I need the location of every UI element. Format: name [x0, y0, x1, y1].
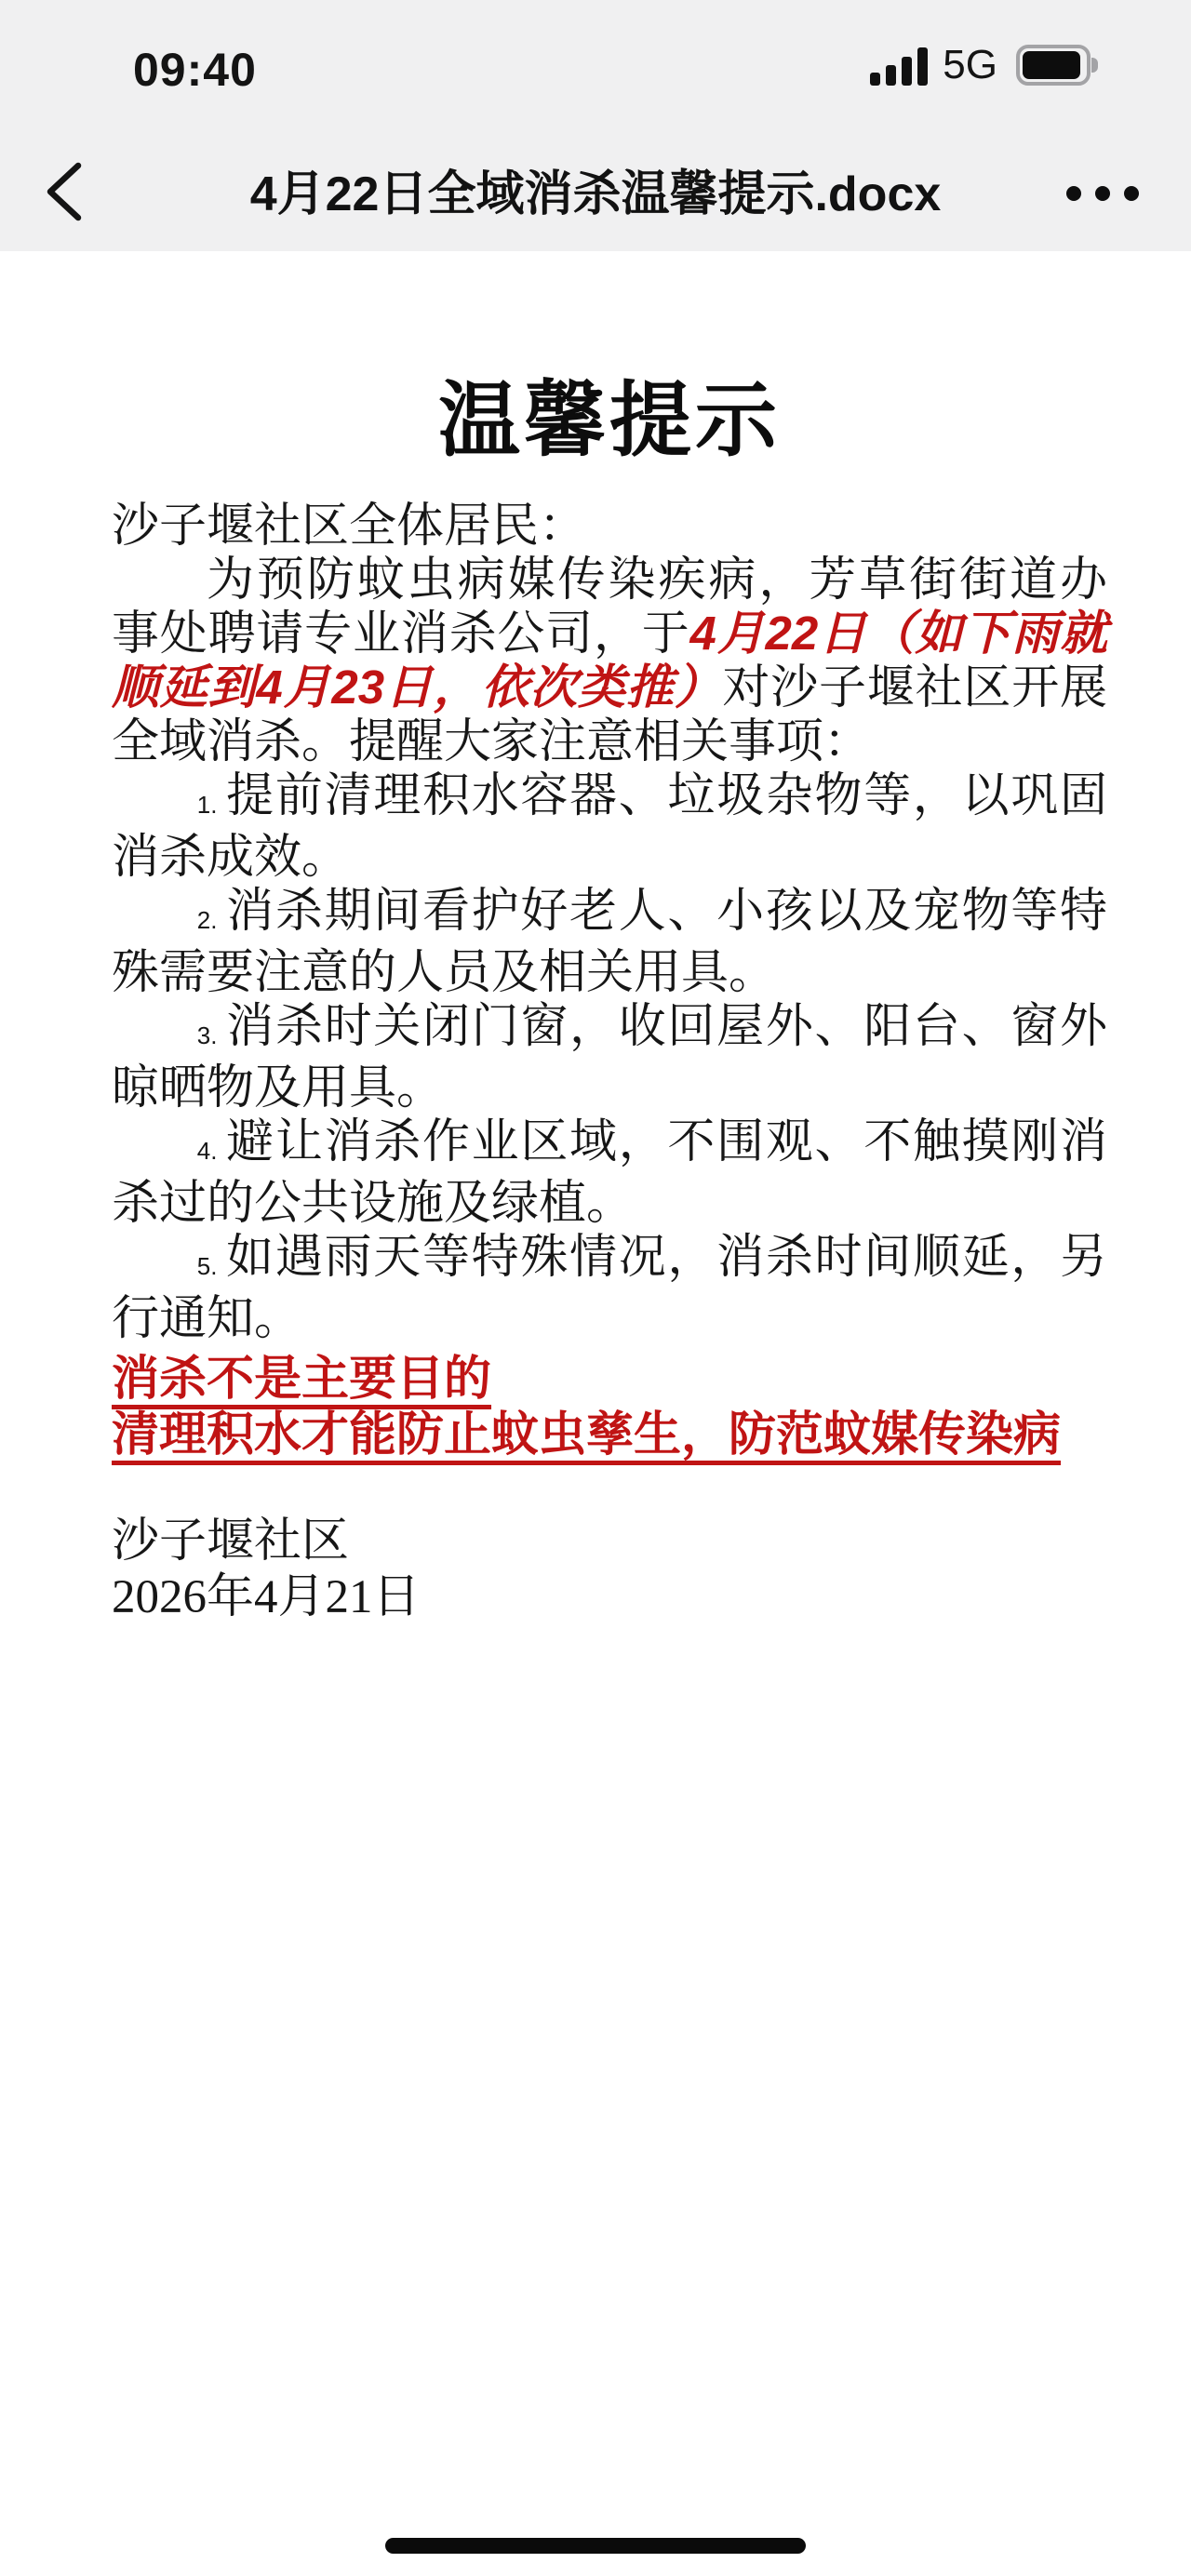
list-item-1-number: 1. [196, 791, 218, 819]
list-item-5-text: 如遇雨天等特殊情况，消杀时间顺延，另行通知。 [112, 1230, 1107, 1344]
status-time: 09:40 [133, 44, 257, 96]
salutation: 沙子堰社区全体居民： [112, 499, 587, 552]
chevron-left-icon [45, 161, 84, 227]
list-item-4 [112, 1114, 1107, 1230]
intro-date-highlight: 4月22日（如下雨就顺延到4月23日，依次类推） [112, 607, 1107, 714]
list-item-1-text: 提前清理积水容器、垃圾杂物等，以巩固消杀成效。 [112, 768, 1107, 883]
list-item-1 [112, 768, 1107, 884]
list-item-2-number: 2. [196, 906, 218, 934]
notice-title: 温馨提示 [437, 374, 781, 466]
list-item-2-text: 消杀期间看护好老人、小孩以及宠物等特殊需要注意的人员及相关用具。 [112, 884, 1107, 998]
intro-pre: 为预防蚊虫病媒传染疾病，芳草街街道办事处聘请专业消杀公司，于 [112, 553, 1107, 660]
document-preview [0, 251, 1191, 1626]
list-item-3-text: 消杀时关闭门窗，收回屋外、阳台、窗外晾晒物及用具。 [112, 999, 1107, 1114]
slogan-block [112, 1351, 1107, 1462]
list-item-3-number: 3. [196, 1021, 218, 1049]
top-chrome [0, 0, 1191, 251]
back-button[interactable] [32, 156, 97, 231]
home-indicator[interactable] [385, 2538, 806, 2554]
cellular-signal-icon [870, 45, 928, 86]
list-item-2 [112, 884, 1107, 999]
slogan-line-1: 消杀不是主要目的 [112, 1352, 492, 1405]
nav-bar [0, 130, 1191, 251]
slogan-line-2: 清理积水才能防止蚊虫孳生，防范蚊媒传染病 [112, 1408, 1062, 1461]
signature-date: 2026年4月21日 [112, 1571, 421, 1623]
more-button[interactable] [1059, 164, 1146, 223]
notice-body [112, 499, 1107, 1626]
intro-post: 对沙子堰社区开展全域消杀。提醒大家注意相关事项： [112, 661, 1107, 767]
list-item-3 [112, 999, 1107, 1114]
list-item-5-number: 5. [196, 1252, 218, 1280]
signature-name: 沙子堰社区 [112, 1514, 350, 1567]
ellipsis-icon [1066, 186, 1139, 201]
list-item-4-text: 避让消杀作业区域，不围观、不触摸刚消杀过的公共设施及绿植。 [112, 1114, 1107, 1229]
document-title: 4月22日全域消杀温馨提示.docx [249, 167, 942, 221]
status-indicators [870, 41, 1098, 89]
signature-block [112, 1513, 1107, 1626]
list-item-5 [112, 1230, 1107, 1345]
status-bar [0, 0, 1191, 130]
intro-paragraph [112, 553, 1107, 768]
network-type-label: 5G [943, 42, 997, 87]
list-item-4-number: 4. [196, 1137, 218, 1165]
battery-icon [1016, 45, 1098, 86]
